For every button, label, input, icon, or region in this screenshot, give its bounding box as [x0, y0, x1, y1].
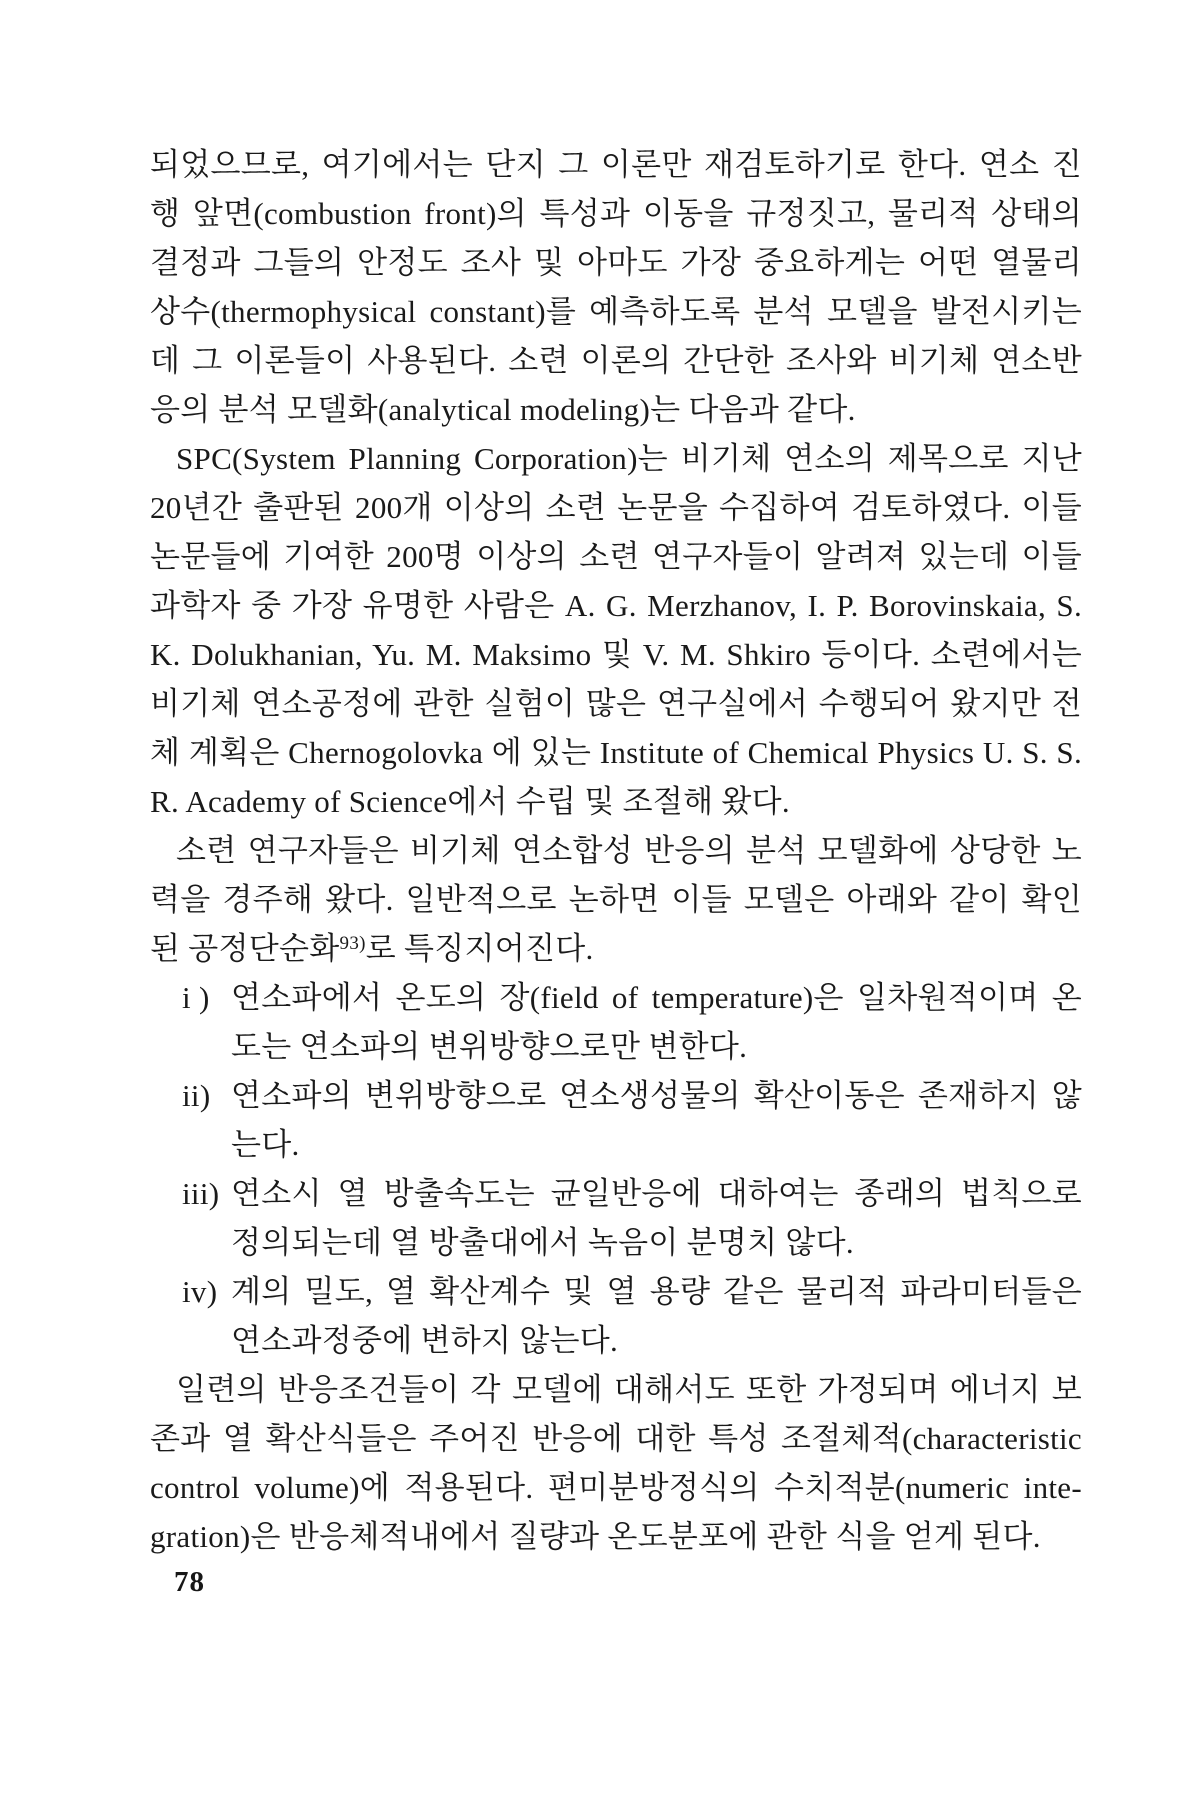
text-line: 응의 분석 모델화(analytical modeling)는 다음과 같다.	[150, 392, 856, 427]
text-segment: 로 특징지어진다.	[365, 931, 594, 966]
text-line: 소련 연구자들은 비기체 연소합성 반응의 분석 모델화에 상당한 노	[176, 833, 1082, 868]
text-line: 정의되는데 열 방출대에서 녹음이 분명치 않다.	[231, 1225, 854, 1260]
list-item-line	[150, 973, 1082, 1022]
text-line: 20년간 출판된 200개 이상의 소련 논문을 수집하여 검토하였다. 이들	[150, 490, 1082, 525]
text-line: 일련의 반응조건들이 각 모델에 대해서도 또한 가정되며 에너지 보	[176, 1372, 1082, 1407]
list-marker: i )	[182, 980, 210, 1015]
text-line: 비기체 연소공정에 관한 실험이 많은 연구실에서 수행되어 왔지만 전	[150, 686, 1082, 721]
list-item-text: 연소시 열 방출속도는 균일반응에 대하여는 종래의 법칙으로	[231, 1176, 1082, 1211]
text-line: 데 그 이론들이 사용된다. 소련 이론의 간단한 조사와 비기체 연소반	[150, 343, 1082, 378]
list-item-line	[150, 1071, 1082, 1120]
page-number: 78	[174, 1566, 205, 1598]
text-line: 되었으므로, 여기에서는 단지 그 이론만 재검토하기로 한다. 연소 진	[150, 147, 1082, 182]
list-item-text: 계의 밀도, 열 확산계수 및 열 용량 같은 물리적 파라미터들은	[231, 1274, 1082, 1309]
list-item-line	[150, 1169, 1082, 1218]
text-line: R. Academy of Science에서 수립 및 조절해 왔다.	[150, 784, 790, 819]
text-line: 결정과 그들의 안정도 조사 및 아마도 가장 중요하게는 어떤 열물리	[150, 245, 1082, 280]
text-segment: 된 공정단순화	[150, 931, 340, 966]
text-line: 는다.	[231, 1127, 300, 1162]
text-line: 행 앞면(combustion front)의 특성과 이동을 규정짓고, 물리적 상태의	[150, 196, 1082, 231]
text-line: SPC(System Planning Corporation)는 비기체 연소의 제목으로 지난	[176, 441, 1082, 476]
text-line: 력을 경주해 왔다. 일반적으로 논하면 이들 모델은 아래와 같이 확인	[150, 882, 1082, 917]
text-line: 체 계획은 Chernogolovka 에 있는 Institute of Chemical Physics U. S. S.	[150, 735, 1082, 770]
text-line: K. Dolukhanian, Yu. M. Maksimo 및 V. M. Shkiro 등이다. 소련에서는	[150, 637, 1082, 672]
text-line: 존과 열 확산식들은 주어진 반응에 대한 특성 조절체적(characteristic	[150, 1421, 1082, 1456]
list-marker: iv)	[182, 1274, 218, 1309]
text-line: 과학자 중 가장 유명한 사람은 A. G. Merzhanov, I. P. Borovinskaia, S.	[150, 588, 1082, 623]
list-item-text: 연소파의 변위방향으로 연소생성물의 확산이동은 존재하지 않	[231, 1078, 1082, 1113]
text-line: 도는 연소파의 변위방향으로만 변한다.	[231, 1029, 748, 1064]
text-line: 상수(thermophysical constant)를 예측하도록 분석 모델을 발전시키는	[150, 294, 1082, 329]
footnote-reference: 93)	[339, 933, 366, 954]
list-marker: iii)	[182, 1176, 220, 1211]
text-line	[150, 924, 1082, 973]
list-marker: ii)	[182, 1078, 211, 1113]
text-line: 연소과정중에 변하지 않는다.	[231, 1323, 619, 1358]
text-line: gration)은 반응체적내에서 질량과 온도분포에 관한 식을 얻게 된다.	[150, 1519, 1041, 1554]
text-line: 논문들에 기여한 200명 이상의 소련 연구자들이 알려져 있는데 이들	[150, 539, 1082, 574]
scanned-book-page	[150, 140, 1082, 1561]
list-item-line	[150, 1267, 1082, 1316]
list-item-text: 연소파에서 온도의 장(field of temperature)은 일차원적이며 온	[231, 980, 1082, 1015]
text-line: control volume)에 적용된다. 편미분방정식의 수치적분(numeric inte-	[150, 1470, 1082, 1505]
